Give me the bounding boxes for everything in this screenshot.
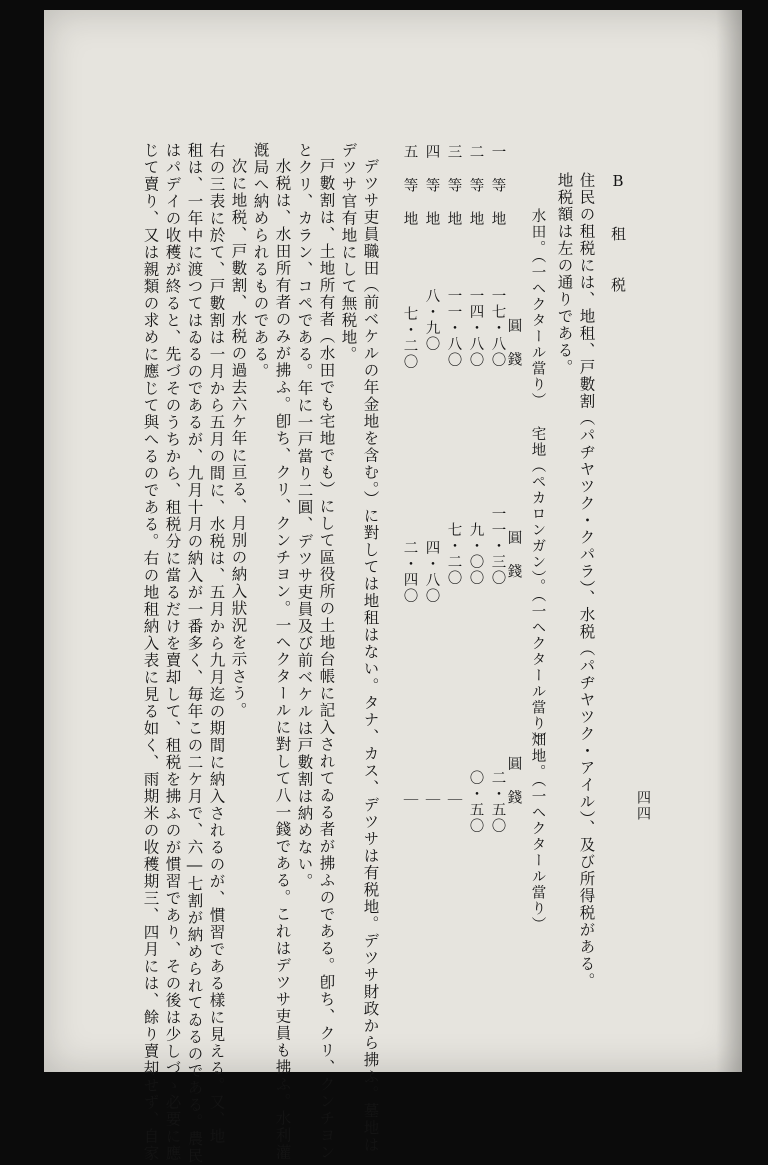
paddy-value-grade-4: 八・九〇	[423, 288, 440, 352]
row-label-grade-5: 五 等 地	[401, 144, 418, 227]
column-heading-dryfield: 畑地。（一ヘクタール當り）	[529, 732, 546, 933]
body-line-11: じて賣り、又は親類の求めに應じて與へるのである。右の地租納入表に見る如く、雨期米の收穫期三、四月には、餘り賣却せず、自家	[141, 142, 160, 1162]
residential-value-grade-4: 四・八〇	[423, 540, 440, 604]
residential-value-grade-2: 九・〇〇	[467, 522, 484, 586]
body-line-1: デツサ吏員職田（前ベケルの年金地を含む。）に對しては地租はない。タナ、カス、デツサは有税地。デツサ財政から拂ふ。墓地は	[361, 158, 380, 1154]
row-label-grade-1: 一 等 地	[489, 144, 506, 227]
body-line-10: はパデイの收穫が終ると、先づそのうちから、租税分に當るだけを賣却して、租税を拂ふのが慣習であり、その後は少しづゝ必要に應	[163, 142, 182, 1162]
section-heading: B 租 税	[609, 172, 627, 301]
dryfield-value-grade-1: 二・五〇	[489, 770, 506, 834]
intro-line-2: 地税額は左の通りである。	[555, 172, 574, 376]
body-line-7: 次に地税、戸數割、水税の過去六ケ年に亘る、月別の納入狀況を示さう。	[229, 158, 248, 719]
column-heading-paddy: 水田。（一ヘクタール當り）	[529, 208, 546, 409]
paddy-value-grade-1: 一七・八〇	[489, 288, 506, 368]
paddy-value-grade-3: 一一・八〇	[445, 288, 462, 368]
body-line-5: 水税は、水田所有者のみが拂ふ。卽ち、クリ、クンチヨン。一ヘクタールに對して八一錢である。これはデツサ吏員も拂ふ。水利灌	[273, 158, 292, 1161]
body-line-8: 右の三表に於て、戸數割は一月から五月の間に、水税は、五月から九月迄の期間に納入されるのが、慣習である樣に見える。又、地	[207, 142, 226, 1145]
body-line-3: 戸數割は、土地所有者（水田でも宅地でも）にして區役所の土地台帳に記入されてゐる者が拂ふのである。卽ち、クリ、クンチヨン	[317, 158, 336, 1161]
body-line-6: 漑局へ納められるものである。	[251, 142, 270, 380]
paddy-value-grade-5: 七・二〇	[401, 306, 418, 370]
residential-value-grade-3: 七・二〇	[445, 522, 462, 586]
page-number: 四四	[635, 790, 651, 822]
dryfield-value-grade-2: 〇・五〇	[467, 770, 484, 834]
unit-label-dryfield: 圓 錢	[505, 756, 522, 806]
paddy-value-grade-2: 一四・八〇	[467, 288, 484, 368]
dryfield-value-grade-4: ｜	[423, 792, 440, 808]
page-edge-shadow	[716, 10, 742, 1072]
body-line-2: デツサ官有地にして無税地。	[339, 142, 358, 363]
column-heading-residential: 宅地（ペカロンガン）。（一ヘクタール當り）	[529, 426, 546, 748]
row-label-grade-4: 四 等 地	[423, 144, 440, 227]
body-line-9: 租は、一年中に渡つてはゐるのであるが、九月十月の納入が一番多く、毎年この二ケ月で、六―七割が納められてゐるのである。農民	[185, 142, 204, 1165]
row-label-grade-3: 三 等 地	[445, 144, 462, 227]
document-page	[44, 10, 742, 1165]
unit-label-paddy: 圓 錢	[505, 318, 522, 368]
dryfield-value-grade-5: ｜	[401, 792, 418, 808]
residential-value-grade-5: 二・四〇	[401, 540, 418, 604]
body-line-4: とクリ、カラン、コペである。年に一戸當り二圓、デツサ吏員及び前ベケルは戸數割は納めない。	[295, 142, 314, 890]
residential-value-grade-1: 一一・三〇	[489, 506, 506, 586]
dryfield-value-grade-3: ｜	[445, 792, 462, 808]
intro-line-1: 住民の租税には、地租、戸數割（パヂヤツク・クパラ）、水税（パヂヤツク・アイル）、及び所得税がある。	[577, 172, 596, 990]
unit-label-residential: 圓 錢	[505, 530, 522, 580]
row-label-grade-2: 二 等 地	[467, 144, 484, 227]
